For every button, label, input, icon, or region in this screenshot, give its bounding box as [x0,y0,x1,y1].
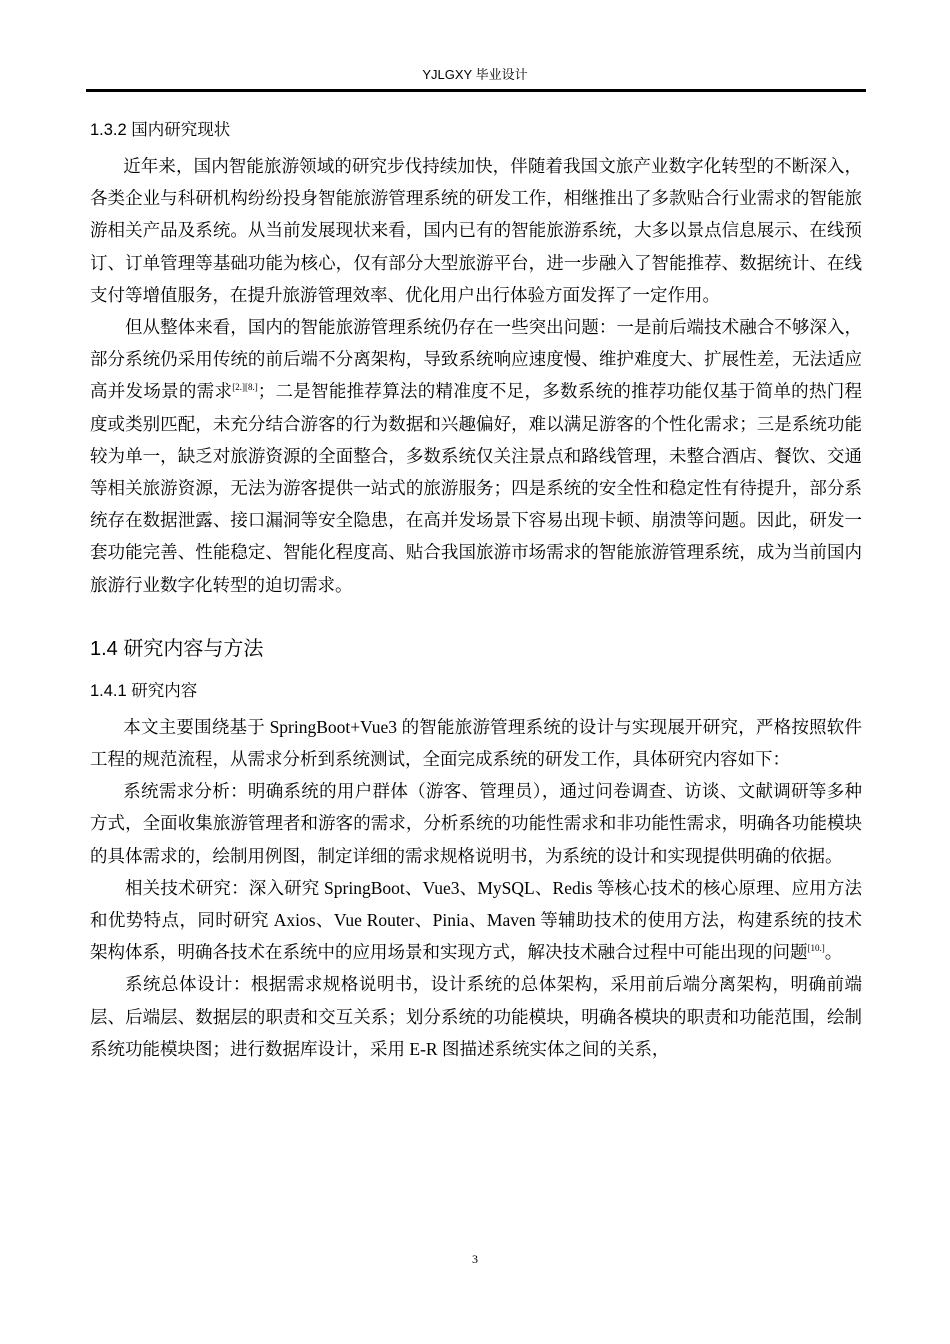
paragraph-research-content-intro: 本文主要围绕基于 SpringBoot+Vue3 的智能旅游管理系统的设计与实现展开研究，严格按照软件工程的规范流程，从需求分析到系统测试，全面完成系统的研发工作，具体研究内容如下： [90,716,862,770]
paragraph-domestic-research-1: 近年来，国内智能旅游领域的研究步伐持续加快，伴随着我国文旅产业数字化转型的不断深入，各类企业与科研机构纷纷投身智能旅游管理系统的研发工作，相继推出了多款贴合行业需求的智能旅游相关产品及系统。从当前发展现状来看，国内已有的智能旅游系统，大多以景点信息展示、在线预订、订单管理等基础功能为核心，仅有部分大型旅游平台，进一步融入了智能推荐、数据统计、在线支付等增值服务，在提升旅游管理效率、优化用户出行体验方面发挥了一定作用。 [90,156,862,305]
paragraph-text: 。 [824,942,843,963]
document-body [90,114,862,1065]
page-header-title: YJLGXY 毕业设计 [422,67,528,82]
paragraph-text: 相关技术研究：深入研究 SpringBoot、Vue3、MySQL、Redis 等核心技术的核心原理、应用方法和优势特点，同时研究 Axios、Vue Router、Pinia、Maven 等辅助技术的使用方法，构建系统的技术架构体系，明确各技术在系统中的应用场景和实现方式，解决技术融合过程中可能出现的问题 [90,877,862,963]
header-divider [86,89,866,92]
paragraph-requirement-analysis: 系统需求分析：明确系统的用户群体（游客、管理员），通过问卷调查、访谈、文献调研等多种方式，全面收集旅游管理者和游客的需求，分析系统的功能性需求和非功能性需求，明确各功能模块的具体需求的，绘制用例图，制定详细的需求规格说明书，为系统的设计和实现提供明确的依据。 [90,781,862,866]
paragraph-domestic-research-2 [90,311,862,601]
citation-ref: [10.] [807,943,825,954]
section-heading-1-3-2: 1.3.2 国内研究现状 [90,121,231,139]
section-heading-1-4-1: 1.4.1 研究内容 [90,681,198,700]
paragraph-text: 但从整体来看，国内的智能旅游管理系统仍存在一些突出问题：一是前后端技术融合不够深入，部分系统仍采用传统的前后端不分离架构，导致系统响应速度慢、维护难度大、扩展性差，无法适应高并发场景的需求 [90,317,862,402]
paragraph-technology-research [90,872,862,969]
citation-ref: [2.][8.] [232,382,258,393]
page-number: 3 [472,1252,478,1266]
paragraph-text: ；二是智能推荐算法的精准度不足，多数系统的推荐功能仅基于简单的热门程度或类别匹配，未充分结合游客的行为数据和兴趣偏好，难以满足游客的个性化需求；三是系统功能较为单一，缺乏对旅游资源的全面整合，多数系统仅关注景点和路线管理，未整合酒店、餐饮、交通等相关旅游资源，无法为游客提供一站式的旅游服务；四是系统的安全性和稳定性有待提升，部分系统存在数据泄露、接口漏洞等安全隐患，在高并发场景下容易出现卡顿、崩溃等问题。因此，研发一套功能完善、性能稳定、智能化程度高、贴合我国旅游市场需求的智能旅游管理系统，成为当前国内旅游行业数字化转型的迫切需求。 [90,381,863,595]
section-heading-1-4: 1.4 研究内容与方法 [90,637,264,660]
paragraph-overall-design: 系统总体设计：根据需求规格说明书，设计系统的总体架构，采用前后端分离架构，明确前端层、后端层、数据层的职责和交互关系；划分系统的功能模块，明确各模块的职责和功能范围，绘制系统功能模块图；进行数据库设计，采用 E-R 图描述系统实体之间的关系， [90,974,862,1059]
